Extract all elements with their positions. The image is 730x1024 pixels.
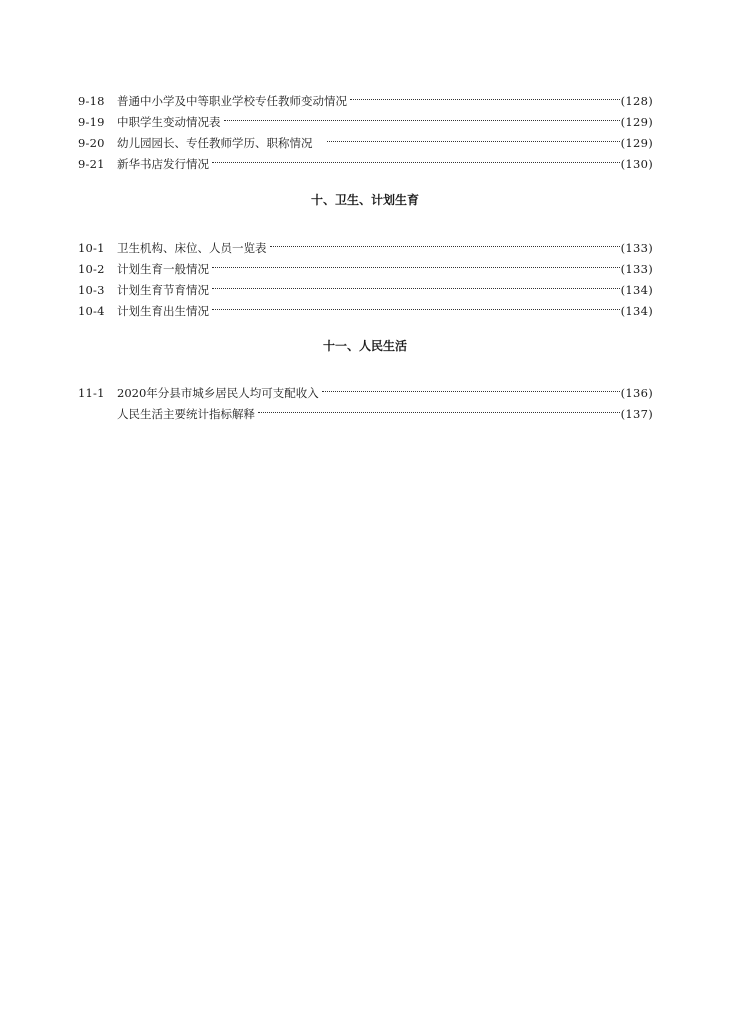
entry-page: (130) [620, 157, 653, 171]
entry-number: 10-4 [78, 304, 105, 318]
entry-number: 11-1 [78, 386, 105, 400]
entry-page: (133) [620, 241, 653, 255]
dot-leader [270, 231, 620, 252]
toc-entry[interactable] [78, 231, 653, 255]
entry-title: 2020年分县市城乡居民人均可支配收入 [117, 386, 319, 400]
entry-title: 幼儿园园长、专任教师学历、职称情况 [117, 136, 313, 150]
toc-section-9 [78, 84, 653, 171]
dot-leader [212, 294, 620, 315]
entry-number: 9-21 [78, 157, 105, 171]
section-heading-10: 十、卫生、计划生育 [310, 193, 419, 207]
dot-leader [212, 147, 620, 168]
entry-page: (133) [620, 262, 653, 276]
dot-leader [212, 252, 620, 273]
section-heading-11: 十一、人民生活 [322, 339, 407, 353]
entry-page: (129) [620, 115, 653, 129]
entry-number: 9-20 [78, 136, 105, 150]
entry-number: 10-1 [78, 241, 105, 255]
entry-number: 9-18 [78, 94, 105, 108]
entry-title: 新华书店发行情况 [117, 157, 209, 171]
dot-leader [350, 84, 620, 105]
entry-title: 计划生育节育情况 [117, 283, 209, 297]
entry-page: (129) [620, 136, 653, 150]
entry-title: 计划生育一般情况 [117, 262, 209, 276]
entry-title: 计划生育出生情况 [117, 304, 209, 318]
dot-leader [258, 397, 620, 418]
entry-page: (137) [620, 407, 653, 421]
entry-page: (134) [620, 283, 653, 297]
toc-entry[interactable] [78, 84, 653, 108]
entry-page: (128) [620, 94, 653, 108]
dot-leader [212, 273, 620, 294]
toc-entry[interactable] [78, 376, 653, 400]
entry-number: 10-3 [78, 283, 105, 297]
entry-title: 中职学生变动情况表 [117, 115, 221, 129]
toc-section-11 [78, 376, 653, 421]
entry-title: 普通中小学及中等职业学校专任教师变动情况 [117, 94, 347, 108]
entry-title: 人民生活主要统计指标解释 [117, 407, 255, 421]
toc-section-10 [78, 231, 653, 318]
dot-leader [327, 126, 620, 147]
dot-leader [224, 105, 620, 126]
entry-title: 卫生机构、床位、人员一览表 [117, 241, 267, 255]
entry-number: 9-19 [78, 115, 105, 129]
entry-page: (136) [620, 386, 653, 400]
entry-page: (134) [620, 304, 653, 318]
dot-leader [322, 376, 620, 397]
entry-number: 10-2 [78, 262, 105, 276]
